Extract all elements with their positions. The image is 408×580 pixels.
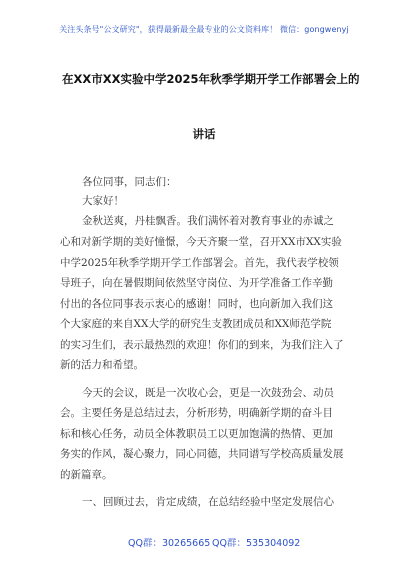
paragraph-1-line: 的实习生们，表示最热烈的欢迎！你们的到来，为我们注入了 <box>60 339 344 351</box>
salutation: 各位同事，同志们： <box>82 176 177 188</box>
paragraph-2-line: 今天的会议，既是一次收心会，更是一次鼓劲会、动员 <box>82 387 334 399</box>
greeting: 大家好！ <box>82 195 124 207</box>
paragraph-2-line: 务实的作风，凝心聚力，同心同德，共同谱写学校高质量发展 <box>60 448 344 460</box>
paragraph-1-line: 心和对新学期的美好憧憬，今天齐聚一堂，召开XX市XX实验 <box>60 236 342 248</box>
paragraph-1-line: 中学2025年秋季学期开学工作部署会。首先，我代表学校领 <box>60 257 339 269</box>
paragraph-1-line: 个大家庭的来自XX大学的研究生支教团成员和XX师范学院 <box>60 318 332 330</box>
document-title-continued: 讲话 <box>192 127 216 141</box>
document-title: 在XX市XX实验中学2025年秋季学期开学工作部署会上的 <box>62 72 360 86</box>
footer-qq-group-2: QQ群：535304092 <box>212 538 301 549</box>
paragraph-1-line: 新的活力和希望。 <box>60 359 144 371</box>
paragraph-1-line: 导班子，向在暑假期间依然坚守岗位、为开学准备工作辛勤 <box>60 277 333 289</box>
paragraph-2-line: 会。主要任务是总结过去，分析形势，明确新学期的奋斗目 <box>60 407 333 419</box>
paragraph-2-line: 标和核心任务，动员全体教职员工以更加饱满的热情、更加 <box>60 428 333 440</box>
paragraph-1-line: 付出的各位同事表示衷心的感谢！同时，也向新加入我们这 <box>60 298 333 310</box>
paragraph-2-line: 的新篇章。 <box>60 469 113 481</box>
header-note: 关注头条号"公文研究"，获得最新最全最专业的公文资料库！ 微信：gongwenyj <box>59 25 349 34</box>
paragraph-1-line: 金秋送爽，丹桂飘香。我们满怀着对教育事业的赤诚之 <box>82 215 334 227</box>
section-heading: 一、回顾过去，肯定成绩，在总结经验中坚定发展信心 <box>82 496 334 508</box>
footer-qq-group-1: QQ群：30265665 <box>128 538 211 549</box>
